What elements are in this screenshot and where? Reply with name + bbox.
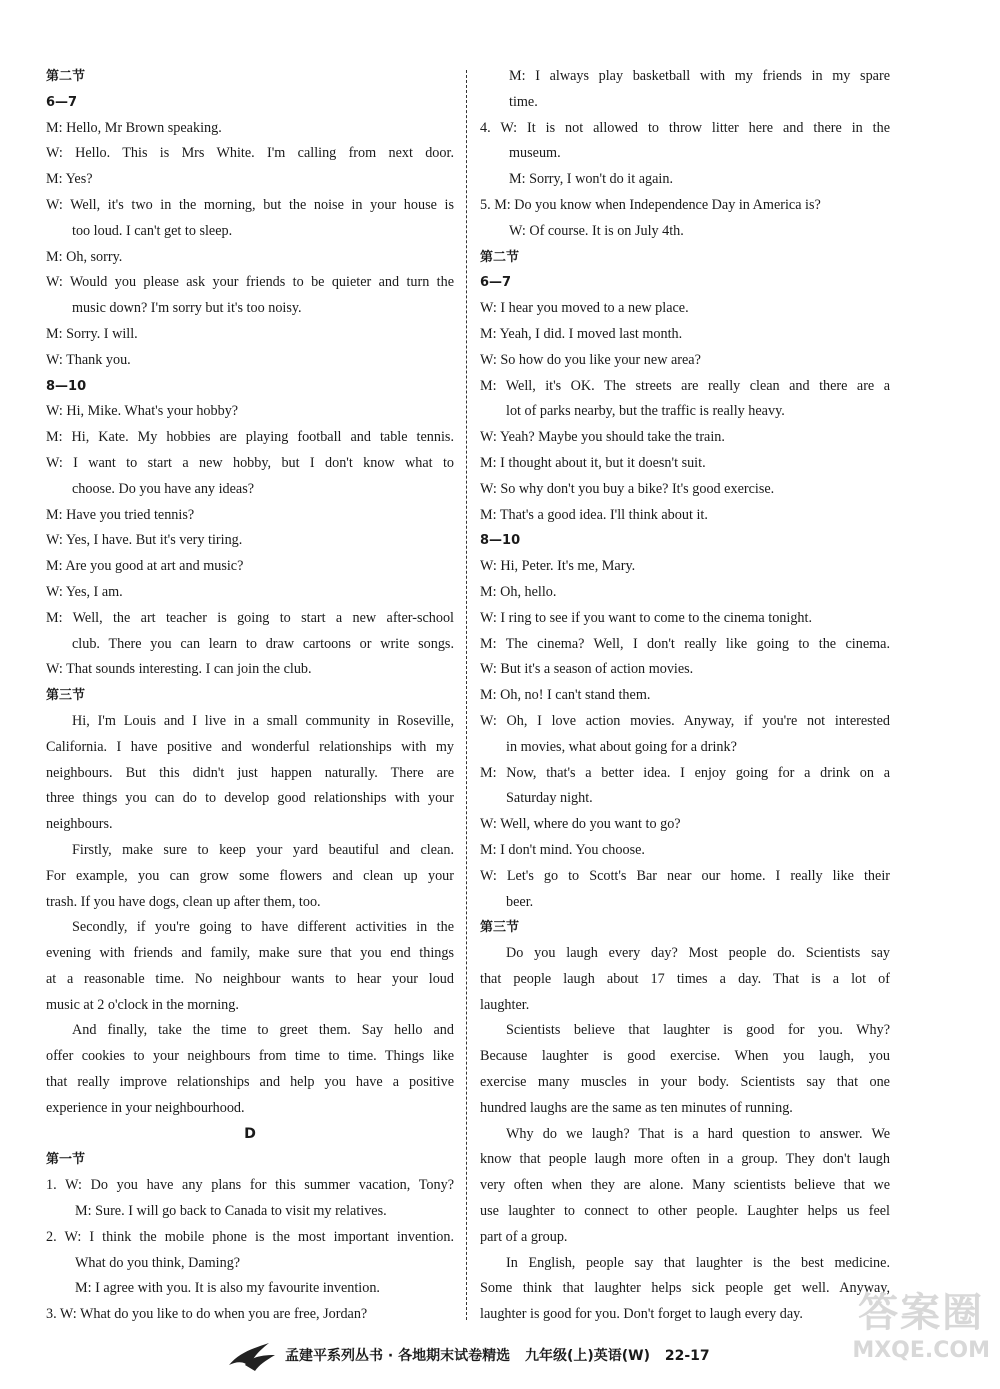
text-line: beer.: [506, 893, 534, 910]
text-line: M: Sorry, I won't do it again.: [509, 171, 673, 188]
text-line: hundred laughs are the same as ten minutes of running.: [480, 1099, 793, 1116]
text-line: 8—10: [46, 378, 87, 394]
text-line: California. I have positive and wonderful relationships with my: [46, 738, 454, 755]
watermark-main: 答案圈: [858, 1290, 985, 1336]
text-line: that people laugh about 17 times a day. That is a lot of: [480, 970, 890, 987]
footer-text: [285, 1345, 720, 1365]
swallow-logo-icon: [225, 1335, 281, 1380]
text-line: 6—7: [480, 275, 512, 291]
text-line: 第二节: [480, 249, 520, 265]
text-line: in movies, what about going for a drink?: [506, 738, 737, 755]
text-line: And finally, take the time to greet them. Say hello and: [72, 1022, 454, 1039]
text-line: know that people laugh more often in a group. They don't laugh: [480, 1151, 890, 1168]
text-line: M: Sorry. I will.: [46, 325, 138, 342]
text-line: offer cookies to your neighbours from time to time. Things like: [46, 1048, 454, 1065]
text-line: use laughter to connect to other people. Laughter helps us feel: [480, 1203, 890, 1220]
text-line: W: Well, it's two in the morning, but the noise in your house is: [46, 196, 454, 213]
text-line: M: Yes?: [46, 171, 93, 188]
text-line: Secondly, if you're going to have different activities in the: [72, 919, 454, 936]
text-line: W: Of course. It is on July 4th.: [509, 222, 684, 239]
text-line: W: Would you please ask your friends to be quieter and turn the: [46, 274, 454, 291]
text-line: music at 2 o'clock in the morning.: [46, 996, 239, 1013]
watermark: [852, 1281, 990, 1363]
grade-subject: 九年级(上)英语(W): [524, 1348, 650, 1364]
page-number: 22-17: [664, 1348, 710, 1364]
text-line: W: Hi, Peter. It's me, Mary.: [480, 558, 636, 575]
text-line: M: I don't mind. You choose.: [480, 841, 645, 858]
text-line: M: Yeah, I did. I moved last month.: [480, 325, 683, 342]
text-line: M: That's a good idea. I'll think about it.: [480, 506, 708, 523]
text-line: Why do we laugh? That is a hard question to answer. We: [506, 1125, 890, 1142]
text-line: club. There you can learn to draw cartoons or write songs.: [72, 635, 454, 652]
text-line: music down? I'm sorry but it's too noisy.: [72, 300, 302, 317]
text-line: W: Well, where do you want to go?: [480, 816, 681, 833]
text-line: W: Yes, I am.: [46, 583, 123, 600]
text-line: Because laughter is good exercise. When you laugh, you: [480, 1048, 890, 1065]
text-line: exercise many muscles in your body. Scientists say that one: [480, 1074, 890, 1091]
text-line: 3. W: What do you like to do when you are free, Jordan?: [46, 1306, 368, 1323]
text-line: Do you laugh every day? Most people do. Scientists say: [506, 945, 890, 962]
text-line: What do you think, Daming?: [75, 1254, 241, 1271]
text-line: W: Hi, Mike. What's your hobby?: [46, 403, 239, 420]
text-line: M: Well, the art teacher is going to start a new after-school: [46, 609, 454, 626]
text-line: W: Yeah? Maybe you should take the train.: [480, 429, 725, 446]
text-line: laughter.: [480, 996, 530, 1013]
text-line: 第二节: [46, 69, 86, 84]
text-line: Hi, I'm Louis and I live in a small community in Roseville,: [72, 712, 454, 729]
text-line: too loud. I can't get to sleep.: [72, 222, 233, 239]
text-line: M: Oh, sorry.: [46, 248, 123, 265]
text-line: W: I ring to see if you want to come to the cinema tonight.: [480, 609, 813, 626]
series-title: 孟建平系列丛书 · 各地期末试卷精选: [285, 1348, 511, 1364]
column-divider: [466, 70, 467, 1320]
text-line: W: But it's a season of action movies.: [480, 661, 694, 678]
text-line: M: Hello, Mr Brown speaking.: [46, 119, 222, 136]
text-line: M: The cinema? Well, I don't really like going to the cinema.: [480, 635, 890, 652]
text-line: lot of parks nearby, but the traffic is really heavy.: [506, 403, 785, 420]
watermark-sub: MXQE.COM: [852, 1338, 990, 1363]
text-line: M: Have you tried tennis?: [46, 506, 195, 523]
text-line: 第三节: [46, 688, 86, 704]
text-line: W: Oh, I love action movies. Anyway, if you're not interested: [480, 712, 890, 729]
text-line: M: I always play basketball with my friends in my spare: [509, 68, 890, 84]
text-line: W: I hear you moved to a new place.: [480, 300, 689, 317]
text-line: 1. W: Do you have any plans for this summer vacation, Tony?: [46, 1177, 454, 1194]
text-line: W: So why don't you buy a bike? It's good exercise.: [480, 480, 775, 497]
text-line: neighbours.: [46, 816, 113, 833]
text-line: 第三节: [480, 920, 520, 936]
text-line: Saturday night.: [506, 790, 593, 807]
text-line: neighbours. But this didn't just happen naturally. There are: [46, 764, 454, 781]
text-line: at a reasonable time. No neighbour wants to hear your loud: [46, 970, 454, 987]
text-line: W: Hello. This is Mrs White. I'm calling from next door.: [46, 145, 454, 162]
text-line: M: Are you good at art and music?: [46, 558, 244, 575]
text-line: W: Yes, I have. But it's very tiring.: [46, 532, 243, 549]
text-line: time.: [509, 93, 538, 110]
text-line: M: Oh, no! I can't stand them.: [480, 687, 651, 704]
text-line: For example, you can grow some flowers and clean up your: [46, 867, 454, 884]
text-line: W: Let's go to Scott's Bar near our home. I really like their: [480, 867, 890, 884]
text-line: In English, people say that laughter is the best medicine.: [506, 1254, 890, 1271]
text-line: Scientists believe that laughter is good for you. Why?: [506, 1022, 890, 1039]
text-line: evening with friends and family, make sure that you end things: [46, 945, 454, 962]
text-line: 第一节: [46, 1152, 86, 1168]
text-line: M: I thought about it, but it doesn't suit.: [480, 454, 706, 471]
text-line: 2. W: I think the mobile phone is the most important invention.: [46, 1228, 454, 1245]
text-line: M: Well, it's OK. The streets are really clean and there are a: [480, 377, 890, 394]
text-line: M: Hi, Kate. My hobbies are playing football and table tennis.: [46, 429, 454, 446]
text-line: Firstly, make sure to keep your yard beautiful and clean.: [72, 841, 454, 858]
text-line: W: Thank you.: [46, 351, 131, 368]
left-column: [46, 64, 454, 1328]
text-line: M: I agree with you. It is also my favourite invention.: [75, 1280, 380, 1297]
text-line: part of a group.: [480, 1228, 568, 1245]
text-line: museum.: [509, 145, 561, 162]
text-line: choose. Do you have any ideas?: [72, 480, 255, 497]
text-line: W: I want to start a new hobby, but I don't know what to: [46, 454, 454, 471]
text-line: M: Now, that's a better idea. I enjoy going for a drink on a: [480, 764, 890, 781]
text-line: M: Sure. I will go back to Canada to visit my relatives.: [75, 1203, 387, 1220]
right-column: [480, 64, 890, 1328]
text-line: trash. If you have dogs, clean up after them, too.: [46, 893, 321, 910]
text-line: three things you can do to develop good relationships with your: [46, 790, 454, 807]
text-line: M: Oh, hello.: [480, 583, 557, 600]
text-line: 6—7: [46, 94, 78, 110]
text-line: that really improve relationships and help you have a positive: [46, 1074, 454, 1091]
text-line: experience in your neighbourhood.: [46, 1099, 245, 1116]
text-line: 5. M: Do you know when Independence Day in America is?: [480, 196, 821, 213]
text-line: D: [244, 1125, 256, 1142]
text-line: W: That sounds interesting. I can join the club.: [46, 661, 312, 678]
text-line: very often when they are alone. Many scientists believe that we: [480, 1177, 890, 1194]
text-line: laughter is good for you. Don't forget to laugh every day.: [480, 1306, 803, 1323]
text-line: 8—10: [480, 533, 521, 549]
text-line: 4. W: It is not allowed to throw litter here and there in the: [480, 119, 890, 136]
text-line: W: So how do you like your new area?: [480, 351, 701, 368]
text-line: Some think that laughter helps sick people get well. Anyway,: [480, 1280, 890, 1297]
